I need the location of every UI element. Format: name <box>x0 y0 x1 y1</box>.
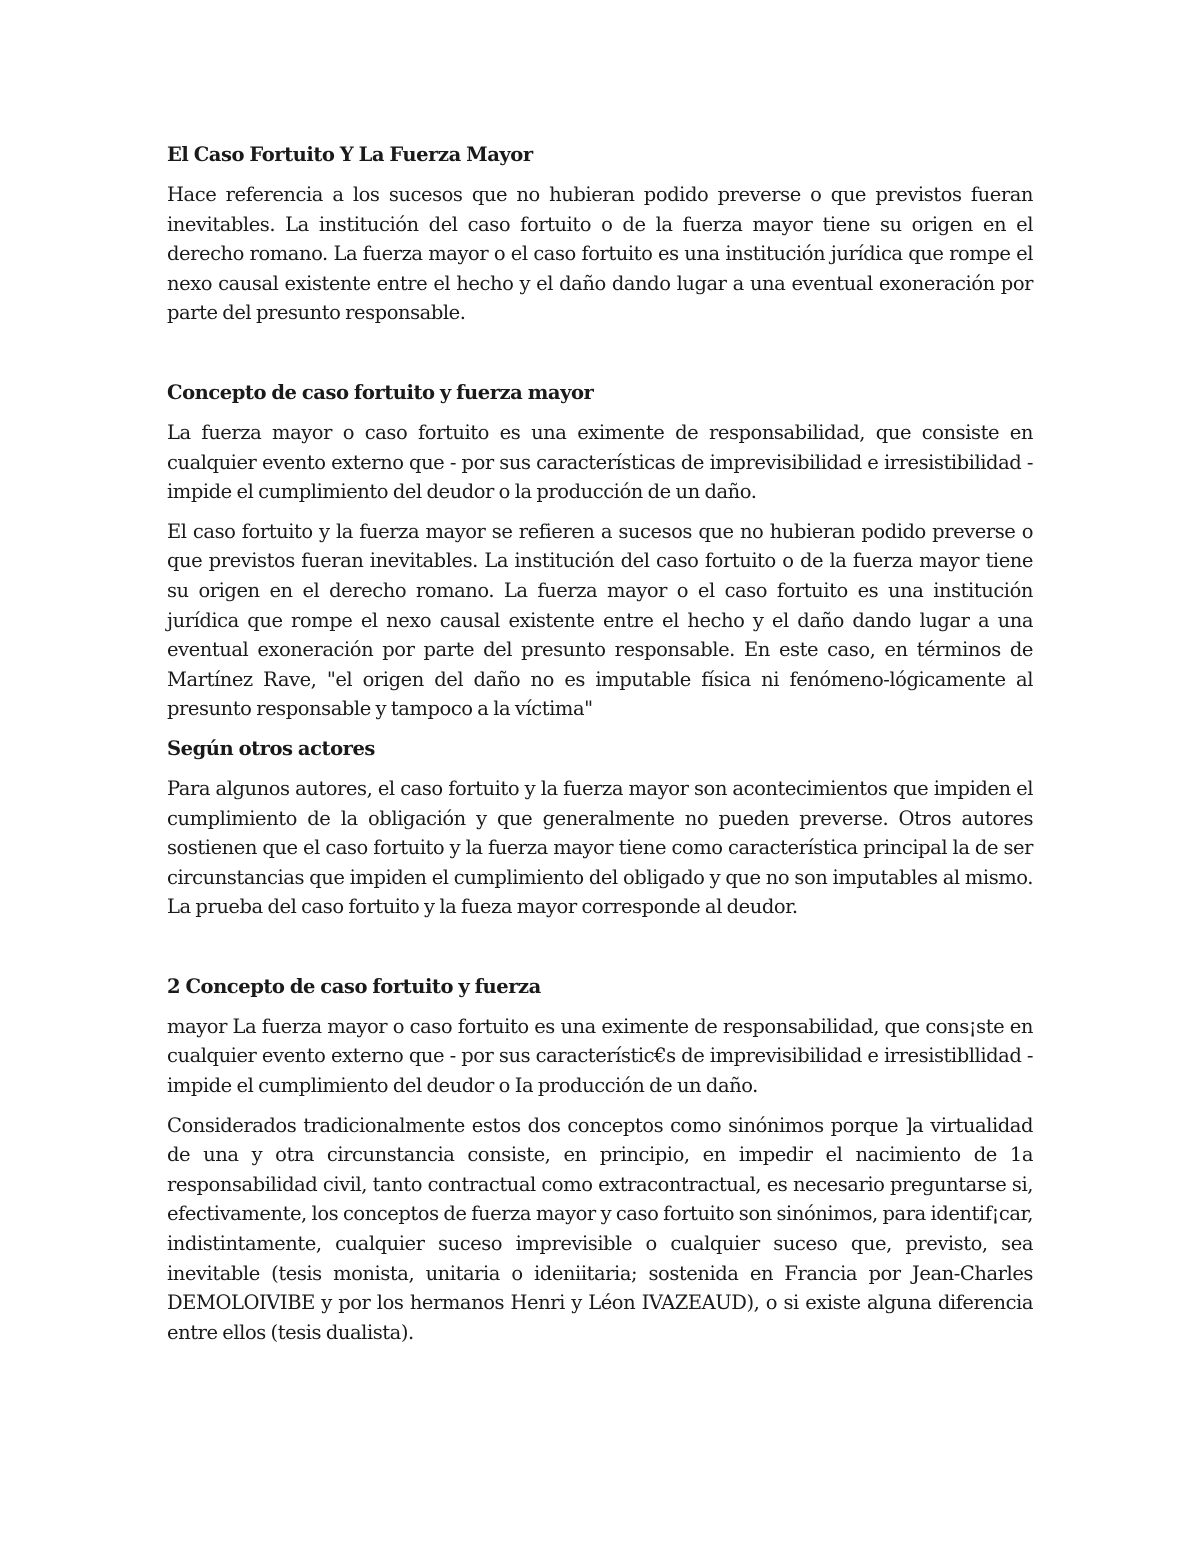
section-spacer <box>167 338 1033 378</box>
section-spacer <box>167 932 1033 972</box>
paragraph-concepto-2-definicion: mayor La fuerza mayor o caso fortuito es una eximente de responsabilidad, que cons¡ste en cualquier evento externo que - por sus característic€s de imprevisibilidad e irresistibllidad - impide el cumplimiento del deudor o Ia producción de un daño. <box>167 1014 1033 1098</box>
section-heading-concepto: Concepto de caso fortuito y fuerza mayor <box>167 380 594 404</box>
paragraph-concepto-desarrollo: El caso fortuito y la fuerza mayor se refieren a sucesos que no hubieran podido preverse o que previstos fueran inevitables. La institución del caso fortuito o de la fuerza mayor tiene su origen en el derecho romano. La fuerza mayor o el caso fortuito es una institución jurídica que rompe el nexo causal existente entre el hecho y el daño dando lugar a una eventual exoneración por parte del presunto responsable. En este caso, en términos de Martínez Rave, "el origen del daño no es imputable física ni fenómeno-lógicamente al presunto responsable y tampoco a la víctima" <box>167 519 1033 721</box>
section-heading-caso-fortuito: El Caso Fortuito Y La Fuerza Mayor <box>167 143 533 166</box>
document-page <box>167 140 1033 1357</box>
paragraph-otros-autores: Para algunos autores, el caso fortuito y la fuerza mayor son acontecimientos que impiden el cumplimiento de la obligación y que generalmente no pueden preverse. Otros autores sostienen que el caso fortuito y la fuerza mayor tiene como característica principal la de ser circunstancias que impiden el cumplimiento del obligado y que no son imputables al mismo. La prueba del caso fortuito y la fueza mayor corresponde al deudor. <box>167 776 1033 919</box>
section-heading-concepto-2: 2 Concepto de caso fortuito y fuerza <box>167 974 541 998</box>
paragraph-concepto-definicion: La fuerza mayor o caso fortuito es una eximente de responsabilidad, que consiste en cualquier evento externo que - por sus características de imprevisibilidad e irresistibilidad - impide el cumplimiento del deudor o la producción de un daño. <box>167 420 1033 504</box>
section-heading-otros-actores: Según otros actores <box>167 736 375 760</box>
paragraph-concepto-2-sinonimos: Considerados tradicionalmente estos dos conceptos como sinónimos porque ]a virtualidad de una y otra circunstancia consiste, en principio, en impedir el nacimiento de 1a responsabilidad civil, tanto contractual como extracontractual, es necesario preguntarse si, efectivamente, los conceptos de fuerza mayor y caso fortuito son sinónimos, para identif¡car, indistintamente, cualquier suceso imprevisible o cualquier suceso que, previsto, sea inevitable (tesis monista, unitaria o ideniitaria; sostenida en Francia por Jean-Charles DEMOLOIVIBE y por los hermanos Henri y Léon IVAZEAUD), o si existe alguna diferencia entre ellos (tesis dualista). <box>167 1113 1033 1344</box>
paragraph-introduccion: Hace referencia a los sucesos que no hubieran podido preverse o que previstos fueran inevitables. La institución del caso fortuito o de la fuerza mayor tiene su origen en el derecho romano. La fuerza mayor o el caso fortuito es una institución jurídica que rompe el nexo causal existente entre el hecho y el daño dando lugar a una eventual exoneración por parte del presunto responsable. <box>167 183 1033 325</box>
